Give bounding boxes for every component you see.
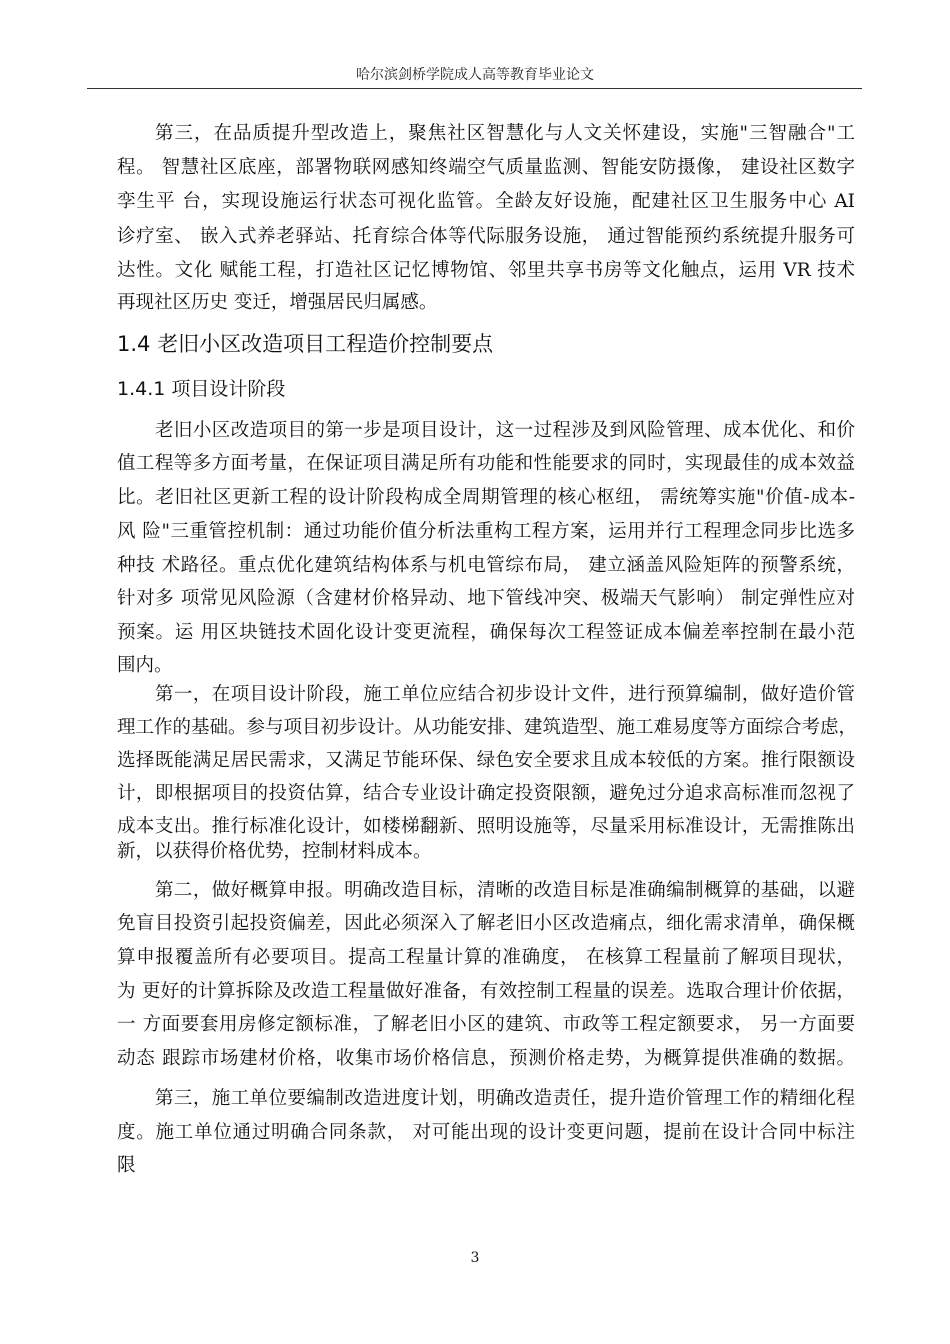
text-line: 第一，在项目设计阶段，施工单位应结合初步设计文件，进行预算编制，做好造价管 [155, 684, 855, 705]
text-line: 比。老旧社区更新工程的设计阶段构成全周期管理的核心枢纽， 需统筹实施"价值-成本- [117, 487, 855, 508]
running-header: 哈尔滨剑桥学院成人高等教育毕业论文 [356, 67, 594, 83]
text-line: 一 方面要套用房修定额标准，了解老旧小区的建筑、市政等工程定额要求， 另一方面要 [117, 1014, 855, 1035]
header-rule [87, 88, 862, 89]
text-line: 风 险"三重管控机制：通过功能价值分析法重构工程方案，运用并行工程理念同步比选多 [117, 521, 855, 542]
text-line: 老旧小区改造项目的第一步是项目设计，这一过程涉及到风险管理、成本优化、和价 [155, 420, 855, 441]
text-line: 种技 术路径。重点优化建筑结构体系与机电管综布局， 建立涵盖风险矩阵的预警系统， [117, 555, 855, 576]
text-line: 度。施工单位通过明确合同条款， 对可能出现的设计变更问题，提前在设计合同中标注 [117, 1122, 855, 1143]
text-line: 值工程等多方面考量，在保证项目满足所有功能和性能要求的同时，实现最佳的成本效益 [117, 453, 855, 474]
text-line: 理工作的基础。参与项目初步设计。从功能安排、建筑造型、施工难易度等方面综合考虑， [117, 717, 858, 738]
text-line: 免盲目投资引起投资偏差，因此必须深入了解老旧小区改造痛点，细化需求清单，确保概 [117, 913, 855, 934]
text-line: 计，即根据项目的投资估算，结合专业设计确定投资限额，避免过分追求高标准而忽视了 [117, 783, 855, 804]
text-line: 达性。文化 赋能工程，打造社区记忆博物馆、邻里共享书房等文化触点，运用 VR 技术 [117, 260, 855, 281]
text-line: 算申报覆盖所有必要项目。提高工程量计算的准确度， 在核算工程量前了解项目现状， [117, 947, 855, 968]
subsection-heading: 1.4.1 项目设计阶段 [117, 378, 286, 400]
text-line: 动态 跟踪市场建材价格，收集市场价格信息，预测价格走势，为概算提供准确的数据。 [117, 1048, 855, 1069]
section-heading: 1.4 老旧小区改造项目工程造价控制要点 [117, 332, 494, 356]
text-line: 预案。运 用区块链技术固化设计变更流程，确保每次工程签证成本偏差率控制在最小范 [117, 622, 855, 643]
text-line: 针对多 项常见风险源（含建材价格异动、地下管线冲突、极端天气影响） 制定弹性应对 [117, 588, 855, 609]
text-line: 围内。 [117, 655, 173, 676]
text-line: 孪生平 台，实现设施运行状态可视化监管。全龄友好设施，配建社区卫生服务中心 AI [117, 191, 855, 212]
text-line: 第三，施工单位要编制改造进度计划，明确改造责任，提升造价管理工作的精细化程 [155, 1088, 855, 1109]
text-line: 第二，做好概算申报。明确改造目标，清晰的改造目标是准确编制概算的基础，以避 [155, 880, 855, 901]
text-line: 第三，在品质提升型改造上，聚焦社区智慧化与人文关怀建设，实施"三智融合"工 [155, 123, 855, 144]
text-line: 诊疗室、 嵌入式养老驿站、托育综合体等代际服务设施， 通过智能预约系统提升服务可 [117, 226, 855, 247]
text-line: 程。 智慧社区底座，部署物联网感知终端空气质量监测、智能安防摄像， 建设社区数字 [117, 157, 855, 178]
page-number: 3 [470, 1250, 480, 1266]
text-line: 为 更好的计算拆除及改造工程量做好准备，有效控制工程量的误差。选取合理计价依据， [117, 981, 855, 1002]
text-line: 再现社区历史 变迁，增强居民归属感。 [117, 292, 438, 313]
text-line: 新，以获得价格优势，控制材料成本。 [117, 841, 432, 862]
text-line: 成本支出。推行标准化设计，如楼梯翻新、照明设施等，尽量采用标准设计，无需推陈出 [117, 816, 855, 837]
text-line: 选择既能满足居民需求，又满足节能环保、绿色安全要求且成本较低的方案。推行限额设 [117, 750, 855, 771]
text-line: 限 [117, 1155, 136, 1176]
